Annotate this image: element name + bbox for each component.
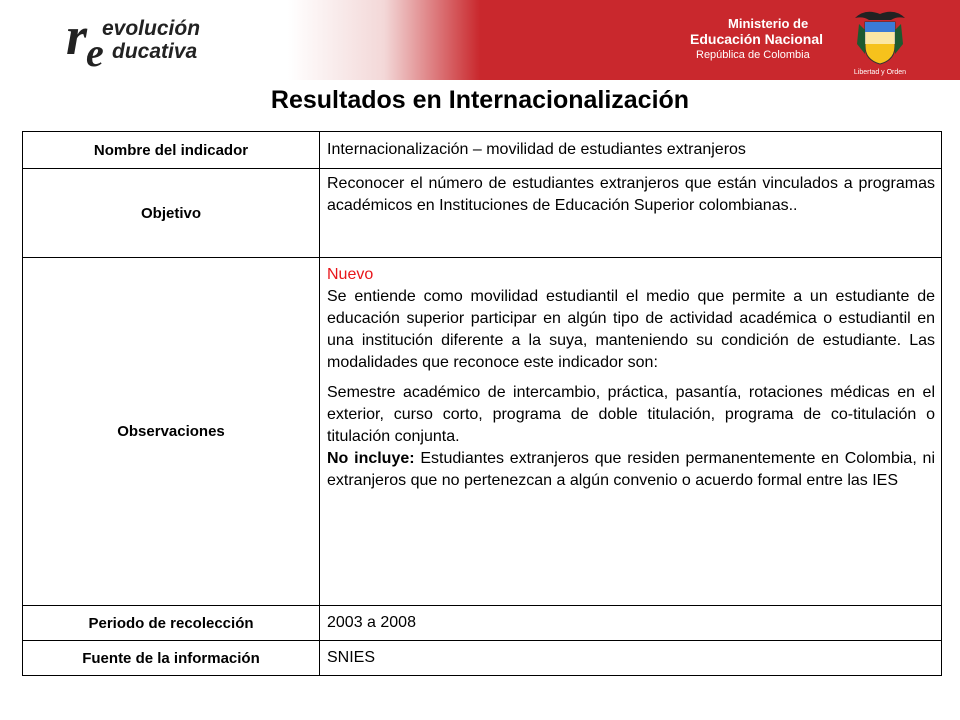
no-incluye-text: Estudiantes extranjeros que residen permanentemente en Colombia, ni extranjeros que no pertenezcan a algún convenio o acuerdo formal entre las IES	[327, 450, 936, 489]
nuevo-tag: Nuevo	[327, 266, 374, 283]
label-objetivo: Objetivo	[23, 169, 320, 258]
table-row	[23, 132, 942, 169]
label-nombre: Nombre del indicador	[23, 132, 320, 169]
ministry-line-2: Educación Nacional	[690, 31, 824, 47]
logo-text-1: evolución	[102, 17, 201, 40]
label-periodo: Periodo de recolección	[23, 606, 320, 641]
svg-text:r: r	[66, 8, 88, 66]
ministry-line-1: Ministerio de	[728, 16, 809, 31]
table-row	[23, 258, 942, 606]
ministry-line-3: República de Colombia	[696, 49, 810, 61]
value-periodo: 2003 a 2008	[320, 606, 942, 641]
value-observaciones	[320, 258, 942, 606]
label-fuente: Fuente de la información	[23, 641, 320, 676]
label-observaciones: Observaciones	[23, 258, 320, 606]
value-objetivo: Reconocer el número de estudiantes extranjeros que están vinculados a programas académicos en Instituciones de Educación Superior colombianas..	[320, 169, 942, 258]
logo-text-2: ducativa	[112, 40, 198, 63]
page-title: Resultados en Internacionalización	[270, 86, 690, 114]
svg-text:e: e	[86, 30, 104, 72]
motto-text: Libertad y Orden	[853, 69, 907, 76]
table-row	[23, 606, 942, 641]
revolucion-educativa-logo	[62, 8, 272, 72]
no-incluye-label: No incluye:	[327, 450, 415, 467]
value-fuente: SNIES	[320, 641, 942, 676]
observaciones-p2: Semestre académico de intercambio, práctica, pasantía, rotaciones médicas en el exterior, curso corto, programa de doble titulación, programa de co-titulación o titulación conjunta.	[327, 384, 935, 445]
table-row	[23, 169, 942, 258]
ministry-name	[690, 16, 840, 62]
value-nombre: Internacionalización – movilidad de estudiantes extranjeros	[320, 132, 942, 169]
table-row	[23, 641, 942, 676]
observaciones-p1: Se entiende como movilidad estudiantil el medio que permite a un estudiante de educación superior participar en algún tipo de actividad académica o estudiantil en una institución diferente a la suya, manteniendo su condición de estudiante. Las modalidades que reconoce este indicador son:	[327, 288, 935, 371]
coat-of-arms-icon	[845, 4, 915, 76]
observaciones-p3	[327, 448, 935, 492]
indicator-table	[22, 131, 942, 676]
